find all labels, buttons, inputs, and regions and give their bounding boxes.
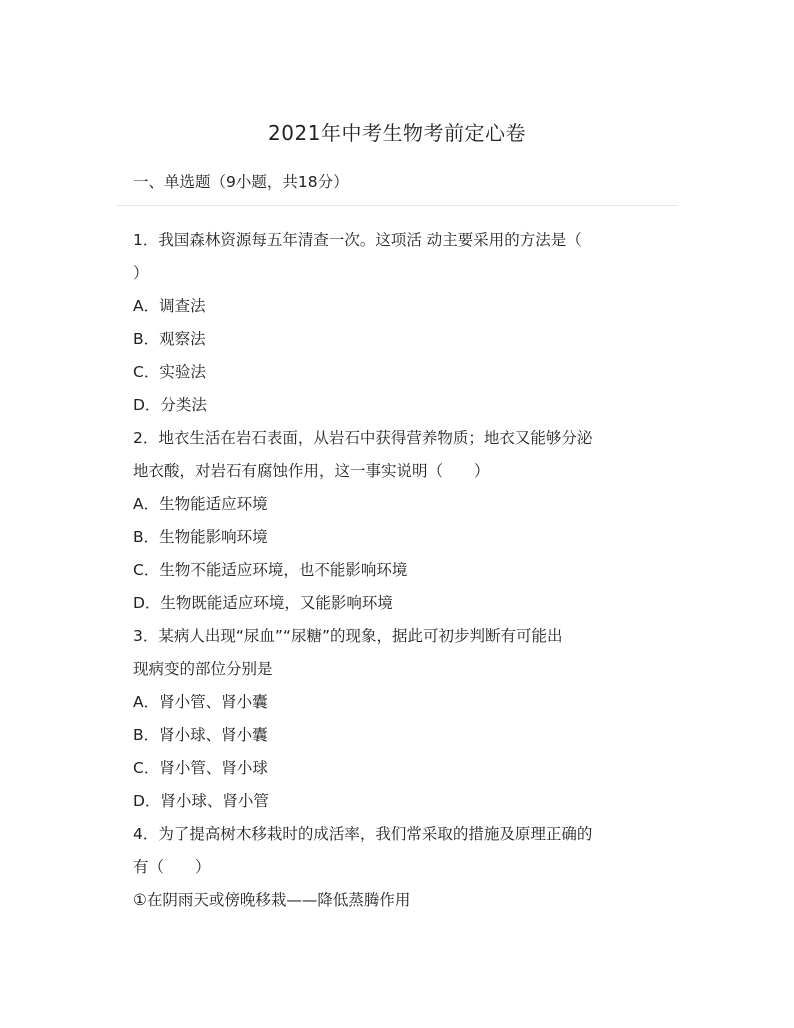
q2-option-d: D．生物既能适应环境，又能影响环境 [133,594,393,612]
q4-stem-line-1: 4．为了提高树木移栽时的成活率，我们常采取的措施及原理正确的 [133,825,593,843]
q2-option-b: B．生物能影响环境 [133,528,268,546]
q3-option-d: D．肾小球、肾小管 [133,792,269,810]
q1-option-a: A．调查法 [133,297,206,315]
q2-option-a: A．生物能适应环境 [133,495,268,513]
q1-option-b: B．观察法 [133,330,206,348]
q3-option-a: A．肾小管、肾小囊 [133,693,268,711]
q2-stem-line-2: 地衣酸，对岩石有腐蚀作用，这一事实说明（ ） [133,462,490,480]
q4-statement-1: ①在阴雨天或傍晚移栽——降低蒸腾作用 [133,891,411,909]
q3-option-c: C．肾小管、肾小球 [133,759,268,777]
q1-option-c: C．实验法 [133,363,206,381]
section-heading: 一、单选题（9小题，共18分） [133,173,349,191]
q1-stem-line-2: ） [133,264,149,282]
q1-option-d: D．分类法 [133,396,207,414]
q3-stem-line-2: 现病变的部位分别是 [133,660,273,678]
question-content [133,224,668,917]
q4-stem-line-2: 有（ ） [133,858,211,876]
q3-option-b: B．肾小球、肾小囊 [133,726,268,744]
divider [116,205,678,206]
q1-stem-line-1: 1．我国森林资源每五年清查一次。这项活 动主要采用的方法是（ [133,231,582,249]
q2-option-c: C．生物不能适应环境，也不能影响环境 [133,561,408,579]
document-title: 2021年中考生物考前定心卷 [268,121,526,145]
q2-stem-line-1: 2．地衣生活在岩石表面，从岩石中获得营养物质；地衣又能够分泌 [133,429,593,447]
q3-stem-line-1: 3．某病人出现“尿血”“尿糖”的现象，据此可初步判断有可能出 [133,627,563,645]
